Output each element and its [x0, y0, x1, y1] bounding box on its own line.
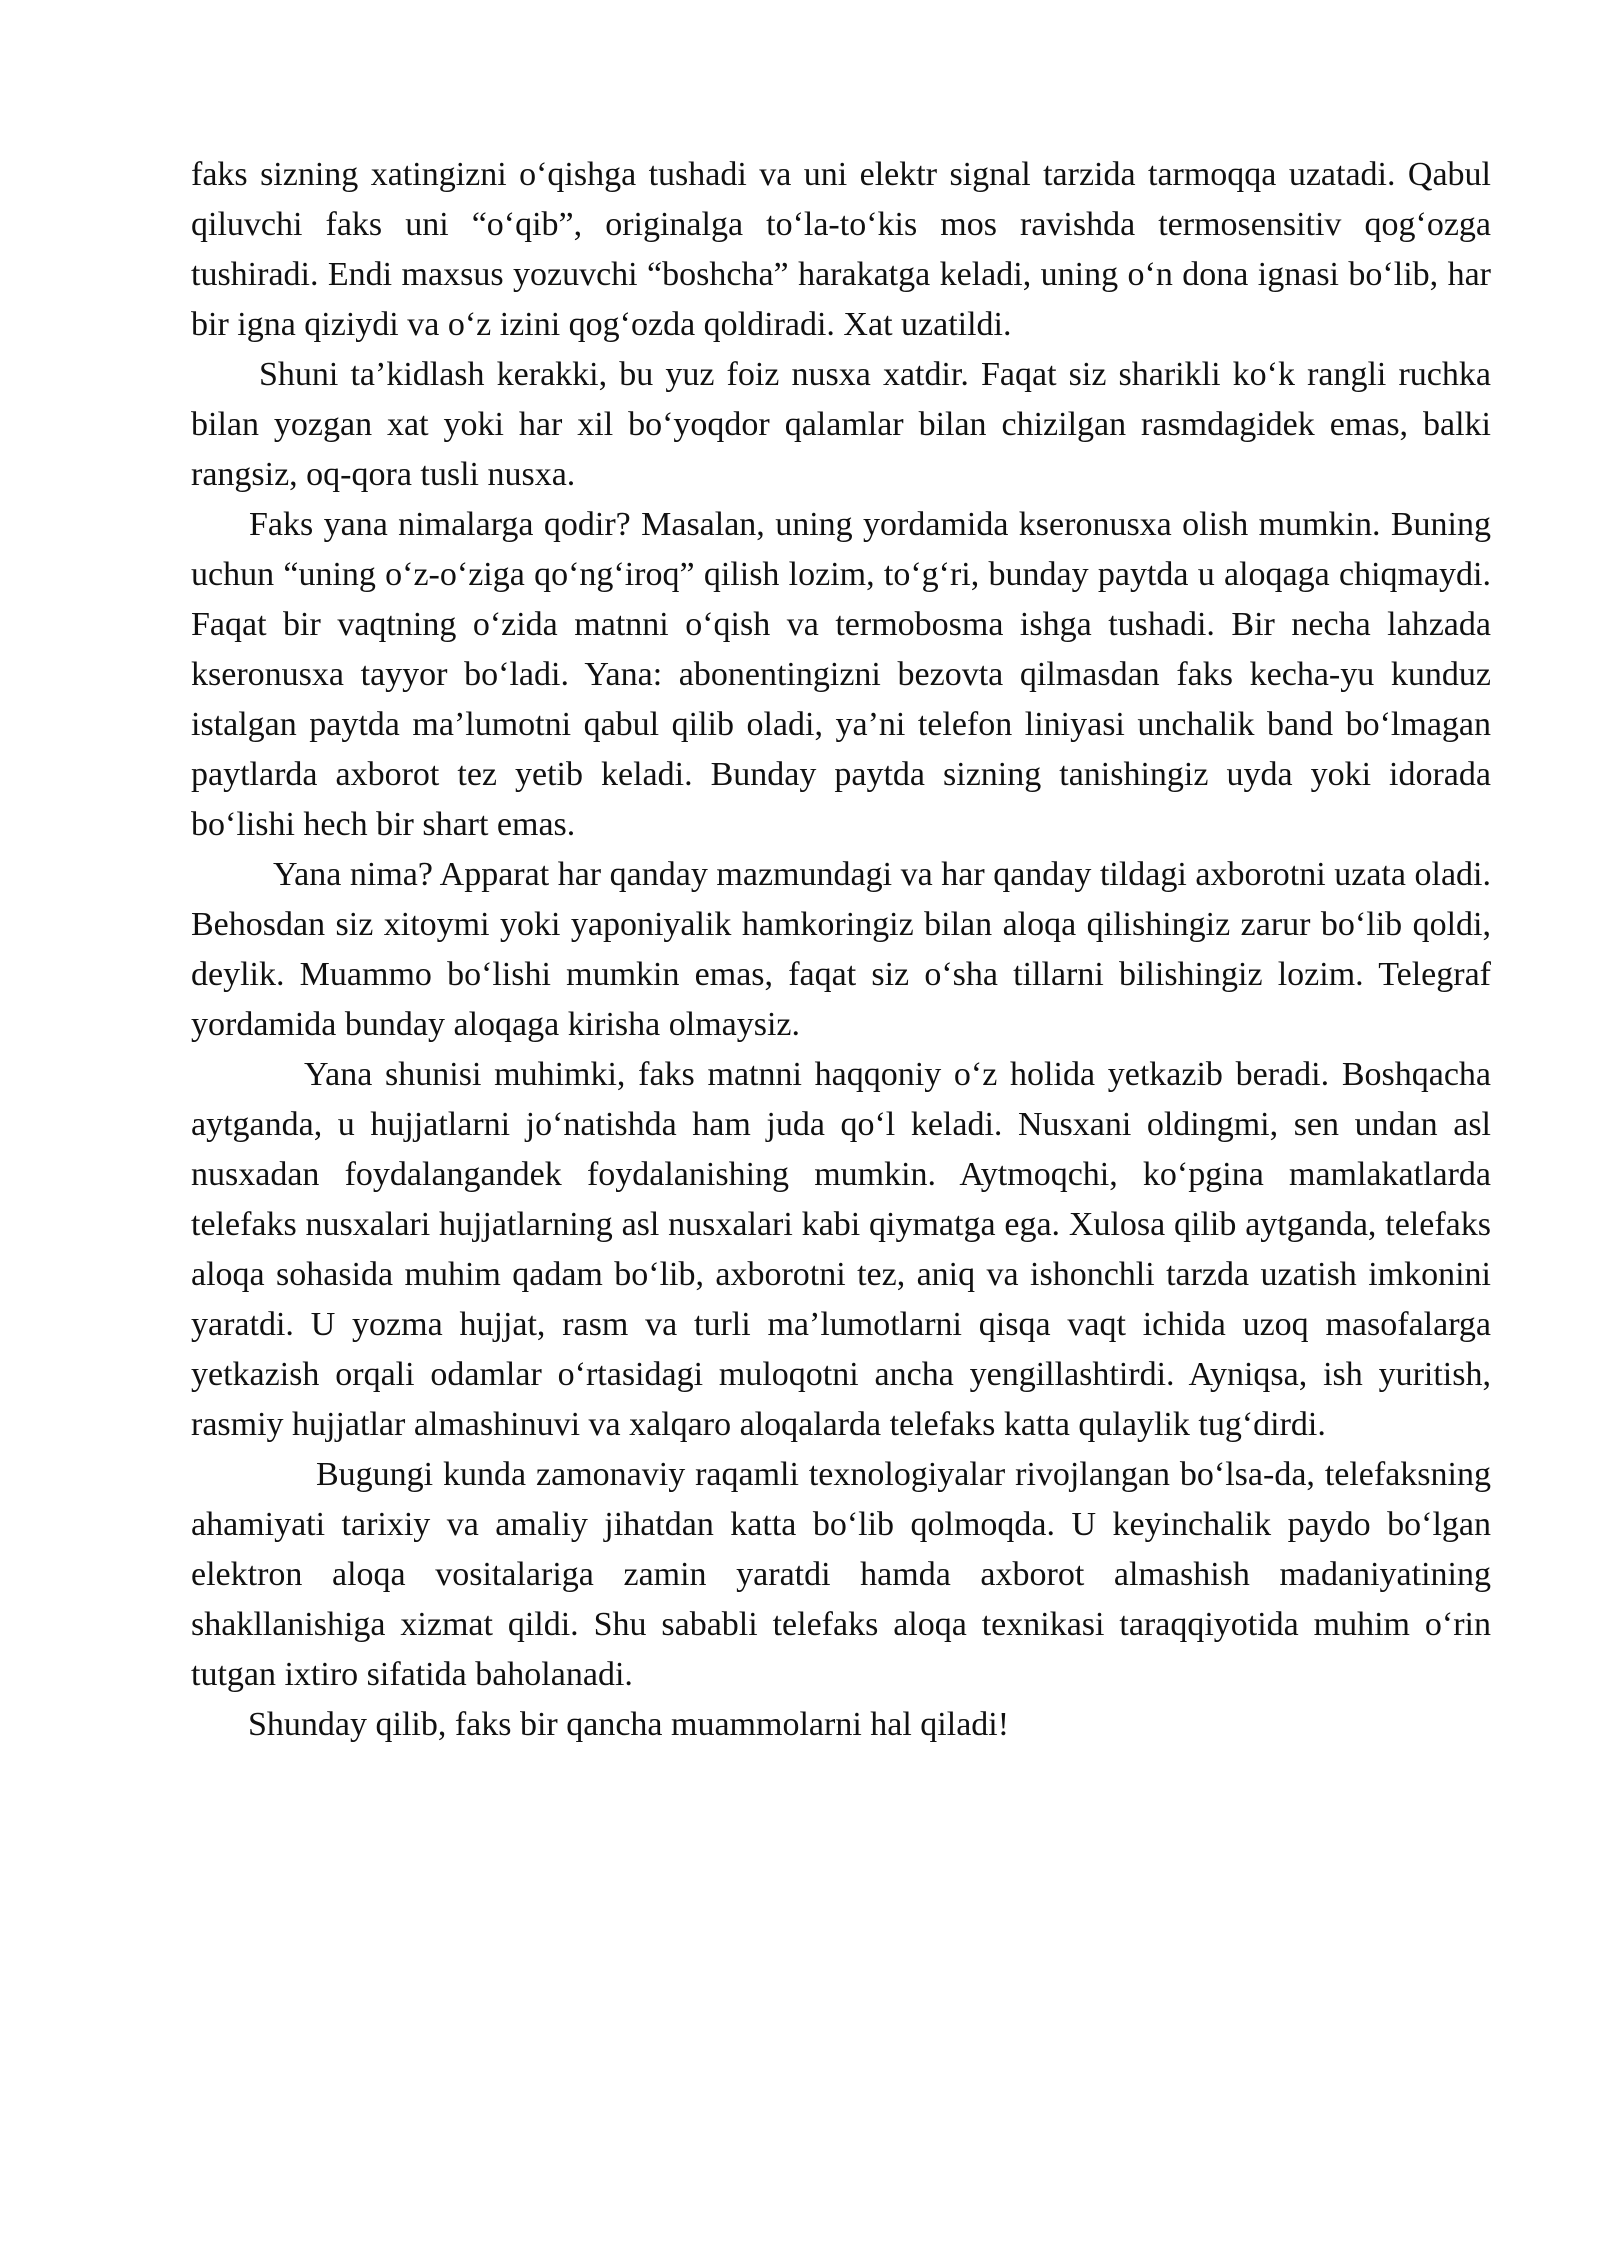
paragraph-any-language: Yana nima? Apparat har qanday mazmundagi va har qanday tildagi axborotni uzata oladi. Behosdan siz xitoymi yoki yaponiyalik hamkoringiz bilan aloqa qilishingiz zarur bo‘lib qoldi, deylik. Muammo bo‘lishi mumkin emas, faqat siz o‘sha tillarni bilishingiz lozim. Telegraf yordamida bunday aloqaga kirisha olmaysiz. [191, 856, 1491, 1043]
paragraph-conclusion: Shunday qilib, faks bir qancha muammolarni hal qiladi! [248, 1706, 1010, 1743]
paragraph-fax-reading: faks sizning xatingizni o‘qishga tushadi va uni elektr signal tarzida tarmoqqa uzatadi. Qabul qiluvchi faks uni “o‘qib”, originalga to‘la-to‘kis mos ravishda termosensitiv qog‘ozga tushiradi. Endi maxsus yozuvchi “boshcha” harakatga keladi, uning o‘n dona ignasi bo‘lib, har bir igna qiziydi va o‘z izini qog‘ozda qoldiradi. Xat uzatildi. [191, 156, 1491, 343]
paragraph-modern-significance: Bugungi kunda zamonaviy raqamli texnologiyalar rivojlangan bo‘lsa-da, telefaksning ahamiyati tarixiy va amaliy jihatdan katta bo‘lib qolmoqda. U keyinchalik paydo bo‘lgan elektron aloqa vositalariga zamin yaratdi hamda axborot almashish madaniyatining shakllanishiga xizmat qildi. Shu sababli telefaks aloqa texnikasi taraqqiyotida muhim o‘rin tutgan ixtiro sifatida baholanadi. [191, 1456, 1491, 1693]
paragraph-fax-capabilities: Faks yana nimalarga qodir? Masalan, uning yordamida kseronusxa olish mumkin. Buning uchun “uning o‘z-o‘ziga qo‘ng‘iroq” qilish lozim, to‘g‘ri, bunday paytda u aloqaga chiqmaydi. Faqat bir vaqtning o‘zida matnni o‘qish va termobosma ishga tushadi. Bir necha lahzada kseronusxa tayyor bo‘ladi. Yana: abonentingizni bezovta qilmasdan faks kecha-yu kunduz istalgan paytda ma’lumotni qabul qilib oladi, ya’ni telefon liniyasi unchalik band bo‘lmagan paytlarda axborot tez yetib keladi. Bunday paytda sizning tanishingiz uyda yoki idorada bo‘lishi hech bir shart emas. [191, 506, 1491, 843]
paragraph-copy-quality: Shuni ta’kidlash kerakki, bu yuz foiz nusxa xatdir. Faqat siz sharikli ko‘k rangli ruchka bilan yozgan xat yoki har xil bo‘yoqdor qalamlar bilan chizilgan rasmdagidek emas, balki rangsiz, oq-qora tusli nusxa. [191, 356, 1491, 493]
document-body [191, 150, 1491, 1750]
paragraph-document-value: Yana shunisi muhimki, faks matnni haqqoniy o‘z holida yetkazib beradi. Boshqacha aytganda, u hujjatlarni jo‘natishda ham juda qo‘l keladi. Nusxani oldingmi, sen undan asl nusxadan foydalangandek foydalanishing mumkin. Aytmoqchi, ko‘pgina mamlakatlarda telefaks nusxalari hujjatlarning asl nusxalari kabi qiymatga ega. Xulosa qilib aytganda, telefaks aloqa sohasida muhim qadam bo‘lib, axborotni tez, aniq va ishonchli tarzda uzatish imkonini yaratdi. U yozma hujjat, rasm va turli ma’lumotlarni qisqa vaqt ichida uzoq masofalarga yetkazish orqali odamlar o‘rtasidagi muloqotni ancha yengillashtirdi. Ayniqsa, ish yuritish, rasmiy hujjatlar almashinuvi va xalqaro aloqalarda telefaks katta qulaylik tug‘dirdi. [191, 1056, 1491, 1443]
